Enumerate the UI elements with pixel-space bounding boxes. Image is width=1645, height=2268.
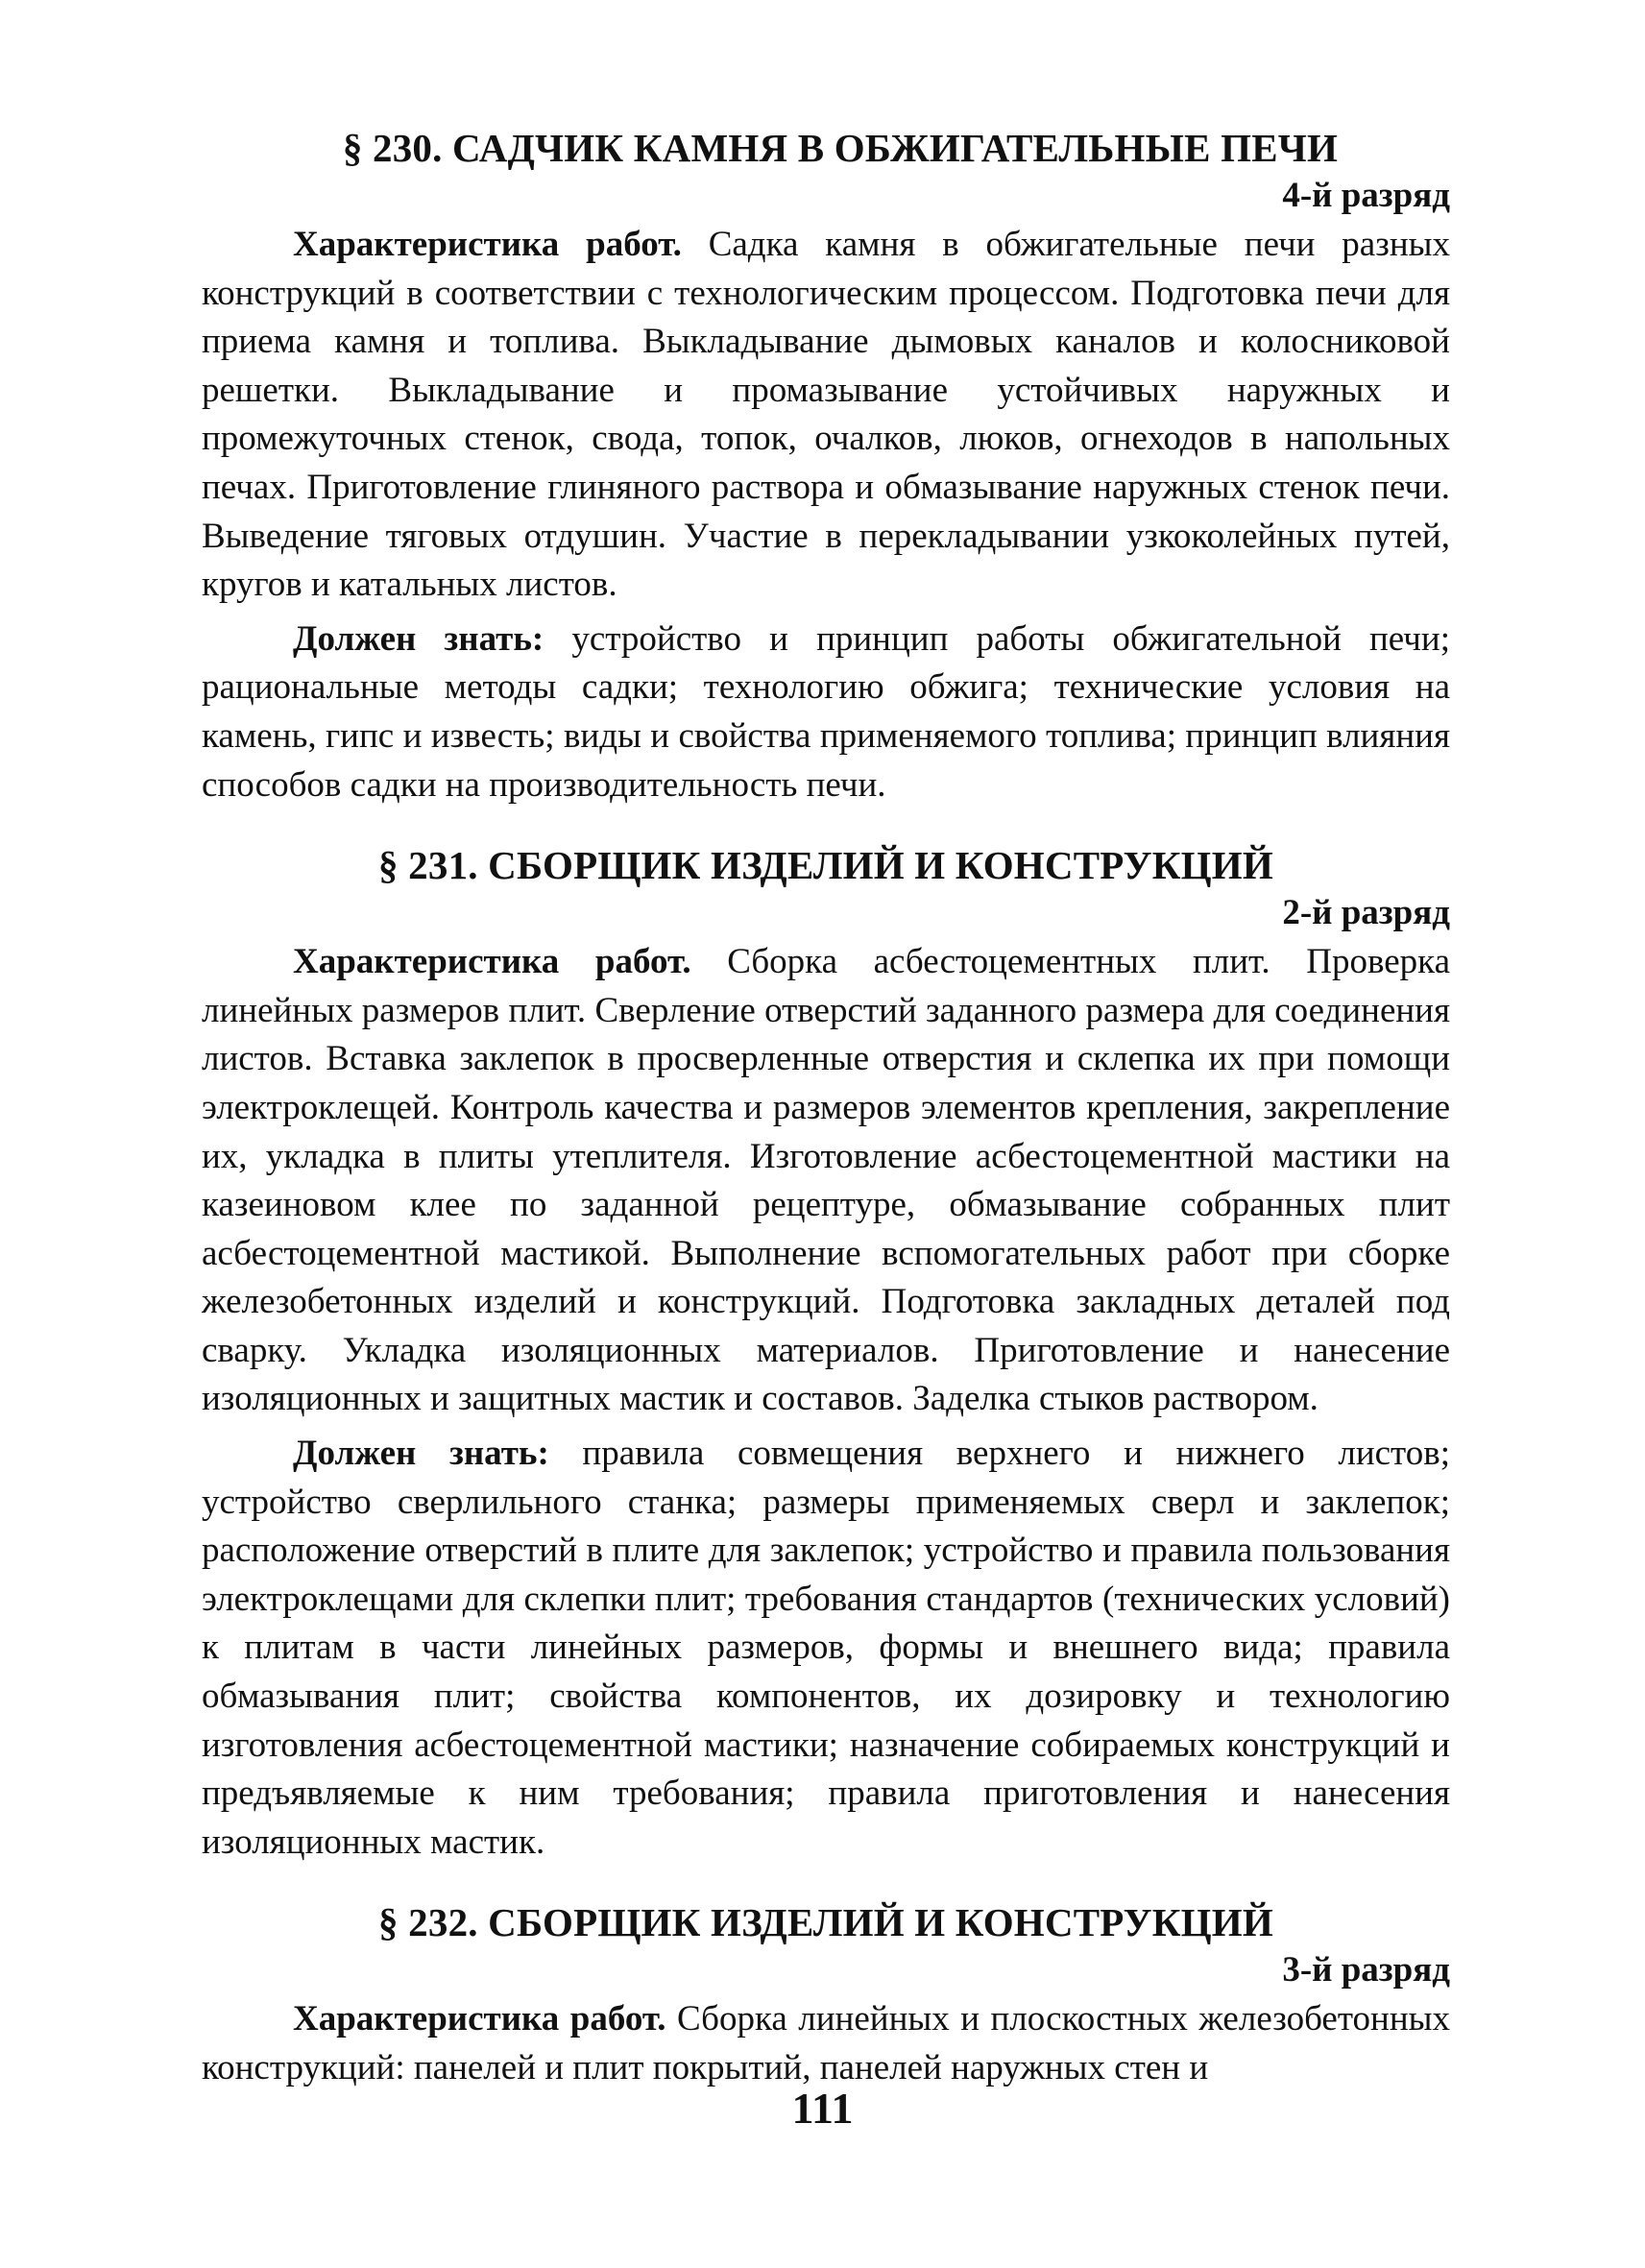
section-231 — [202, 840, 1450, 1867]
work-description-paragraph — [202, 938, 1450, 1424]
work-description-text: Садка камня в обжигательные печи разных конструкций в соответствии с технологическим процессом. Подготовка печи для приема камня и топлива. Выкладывание дымовых каналов и колосниковой решетки. Выкладывание и промазывание устойчивых наружных и промежуточных стенок, свода, топок, очалков, люков, огнеходов в напольных печах. Приготовление глиняного раствора и обмазывание наружных стенок печи. Выведение тяговых отдушин. Участие в перекладывании узкоколейных путей, кругов и катальных листов. — [202, 225, 1451, 605]
section-heading: § 230. САДЧИК КАМНЯ В ОБЖИГАТЕЛЬНЫЕ ПЕЧИ — [342, 126, 1339, 170]
work-description-text: Сборка асбестоцементных плит. Проверка линейных размеров плит. Сверление отверстий заданного размера для соединения листов. Вставка заклепок в просверленные отверстия и склепка их при помощи электроклещей. Контроль качества и размеров элементов крепления, закрепление их, укладка в плиты утеплителя. Изготовление асбестоцементной мастики на казеиновом клее по заданной рецептуре, обмазывание собранных плит асбестоцементной мастикой. Выполнение вспомогательных работ при сборке железобетонных изделий и конструкций. Подготовка закладных деталей под сварку. Укладка изоляционных материалов. Приготовление и нанесение изоляционных и защитных мастик и составов. Заделка стыков раствором. — [202, 942, 1450, 1419]
grade-label: 2-й разряд — [1282, 893, 1450, 933]
section-heading: § 231. СБОРЩИК ИЗДЕЛИЙ И КОНСТРУКЦИЙ — [378, 843, 1273, 888]
work-description-label: Характеристика работ. — [293, 942, 691, 982]
grade-label: 4-й разряд — [1282, 176, 1450, 215]
work-description-label: Характеристика работ. — [293, 225, 682, 264]
must-know-label: Должен знать: — [293, 618, 544, 659]
section-heading: § 232. СБОРЩИК ИЗДЕЛИЙ И КОНСТРУКЦИЙ — [378, 1900, 1273, 1945]
section-232 — [202, 1897, 1450, 2092]
must-know-text: правила совмещения верхнего и нижнего листов; устройство сверлильного станка; размеры применяемых сверл и заклепок; расположение отверстий в плите для заклепок; устройство и правила пользования электроклещами для склепки плит; требования стандартов (технических условий) к плитам в части линейных размеров, формы и внешнего вида; правила обмазывания плит; свойства компонентов, их дозировку и технологию изготовления асбестоцементной мастики; назначение собираемых конструкций и предъявляемые к ним требования; правила приготовления и нанесения изоляционных мастик. — [202, 1434, 1450, 1862]
section-230 — [202, 123, 1450, 809]
work-description-paragraph — [202, 221, 1450, 610]
work-description-paragraph — [202, 1995, 1450, 2092]
must-know-label: Должен знать: — [293, 1434, 549, 1474]
document-page — [202, 123, 1450, 2139]
work-description-text: Сборка линейных и плоскостных железобетонных конструкций: панелей и плит покрытий, панелей наружных стен и — [202, 1999, 1450, 2087]
page-number: 111 — [791, 2084, 854, 2133]
grade-label: 3-й разряд — [1282, 1950, 1450, 1991]
must-know-paragraph — [202, 615, 1450, 809]
must-know-text: устройство и принцип работы обжигательной печи; рациональные методы садки; технологию обжига; технические условия на камень, гипс и известь; виды и свойства применяемого топлива; принцип влияния способов садки на производительность печи. — [202, 618, 1450, 805]
must-know-paragraph — [202, 1430, 1450, 1867]
work-description-label: Характеристика работ. — [293, 1999, 666, 2039]
